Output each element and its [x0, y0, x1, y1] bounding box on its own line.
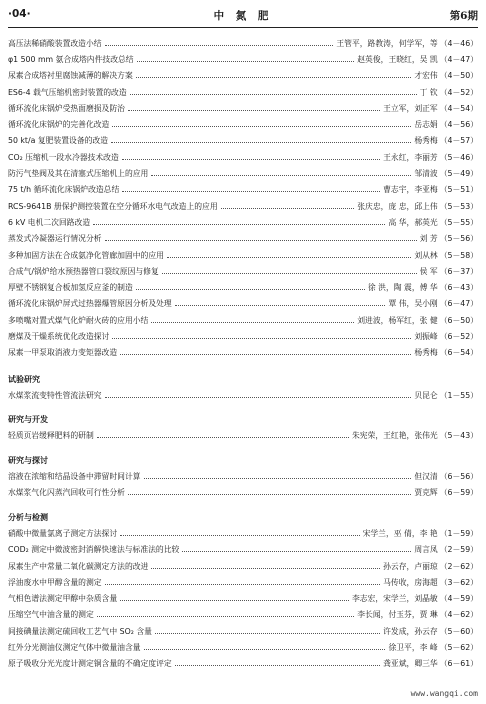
toc-entry [8, 639, 478, 655]
page-header [8, 8, 478, 24]
entry-authors: 马传收，房海超 [383, 577, 438, 587]
toc-entry [8, 312, 478, 328]
entry-title: RCS-9641B 册保护测控装置在空分循环水电气改造上的应用 [8, 201, 218, 211]
entry-authors: 王立军，刘正军 [383, 103, 438, 113]
leader-dots [221, 208, 355, 209]
entry-authors: 徐 洪，陶 震，傅 华 [367, 283, 438, 293]
entry-authors: 侯 军 [419, 266, 438, 276]
entry-authors: 许发成，孙云存 [383, 626, 438, 636]
entry-authors: 刘 芳 [419, 234, 438, 244]
leader-dots [112, 338, 411, 339]
toc-entry [8, 485, 478, 501]
section-heading: 分析与检测 [8, 512, 48, 522]
toc-entry [8, 35, 478, 51]
entry-pages: （2－59） [439, 545, 478, 555]
leader-dots [120, 354, 411, 355]
entry-pages: （4－59） [439, 594, 478, 604]
watermark: www.wangqi.com [410, 689, 478, 698]
entry-pages: （5－62） [439, 643, 478, 653]
toc-entry [8, 574, 478, 590]
entry-authors: 周言凤 [414, 545, 438, 555]
entry-authors: 但汉清 [414, 472, 438, 482]
entry-pages: （4－47） [439, 54, 478, 64]
toc-entry [8, 68, 478, 84]
entry-pages: （4－54） [439, 103, 478, 113]
leader-dots [136, 77, 412, 78]
entry-pages: （1－55） [439, 390, 478, 400]
toc-entry [8, 656, 478, 672]
toc-entry [8, 607, 478, 623]
entry-title: 50 kt/a 复肥装置设备的改造 [8, 136, 109, 146]
toc-entry [8, 623, 478, 639]
header-rule [8, 27, 478, 28]
entry-title: 间接碘量法测定硫回收工艺气中 SO₂ 含量 [8, 626, 152, 636]
entry-title: 磨煤及干燥系统优化改造探讨 [8, 331, 110, 341]
toc-entry [8, 328, 478, 344]
entry-title: 原子吸收分光光度计测定铜含量的不确定度评定 [8, 659, 172, 669]
leader-dots [162, 273, 417, 274]
entry-title: 循环流化床锅炉受热面磨损及防治 [8, 103, 125, 113]
entry-authors: 朱宪荣，王红艳，张伟光 [351, 431, 438, 441]
leader-dots [105, 240, 417, 241]
entry-title: 气相色谱法测定甲醇中杂质含量 [8, 594, 118, 604]
entry-title: COD₂ 测定中微波密封消解快速法与标准法的比较 [8, 545, 180, 555]
section-heading: 研究与探讨 [8, 455, 48, 465]
toc-entry [8, 428, 478, 444]
toc-entry [8, 525, 478, 541]
entry-title: 溶液在浓缩和结晶设备中滞留时间计算 [8, 472, 141, 482]
entry-pages: （6－56） [439, 472, 478, 482]
entry-authors: 曹志宇，李亚梅 [383, 185, 438, 195]
entry-authors: 杨秀梅 [414, 136, 438, 146]
entry-pages: （5－49） [439, 169, 478, 179]
entry-authors: 宋学兰，巫 倩，李 艳 [362, 528, 438, 538]
entry-title: 多喷嘴对置式煤气化炉耐火砖的应用小结 [8, 315, 149, 325]
entry-title: 循环流化床锅炉屏式过热器爆管原因分析及处理 [8, 299, 172, 309]
leader-dots [175, 665, 380, 666]
entry-title: 尿素生产中常量二氧化碳测定方法的改进 [8, 561, 149, 571]
entry-authors: 王管平，路教涛，何学军，等 [336, 38, 438, 48]
leader-dots [105, 45, 334, 46]
entry-pages: （2－62） [439, 561, 478, 571]
leader-dots [93, 224, 385, 225]
toc-entry [8, 263, 478, 279]
issue-label: 第6期 [449, 10, 478, 22]
leader-dots [120, 535, 359, 536]
toc-entry [8, 296, 478, 312]
toc-entry [8, 558, 478, 574]
entry-title: φ1 500 mm 氨合成塔内件技改总结 [8, 54, 134, 64]
entry-title: 循环流化床锅炉的完善化改造 [8, 120, 110, 130]
entry-pages: （6－61） [439, 659, 478, 669]
leader-dots [182, 551, 411, 552]
toc-entry [8, 198, 478, 214]
entry-title: 75 t/h 循环流化床锅炉改造总结 [8, 185, 120, 195]
entry-authors: 邹清波 [414, 169, 438, 179]
entry-pages: （6－59） [439, 488, 478, 498]
toc-entry [8, 116, 478, 132]
entry-title: 尿素合成塔衬里腐蚀减薄的解决方案 [8, 71, 133, 81]
entry-authors: 才宏伟 [414, 71, 438, 81]
entry-pages: （6－47） [439, 299, 478, 309]
entry-authors: 贝昆仑 [414, 390, 438, 400]
entry-pages: （5－46） [439, 152, 478, 162]
entry-authors: 刘从林 [414, 250, 438, 260]
entry-authors: 龚亚斌，卿三华 [383, 659, 438, 669]
leader-dots [137, 61, 355, 62]
toc-entry [8, 182, 478, 198]
toc-entry [8, 149, 478, 165]
entry-pages: （5－60） [439, 626, 478, 636]
leader-dots [151, 568, 380, 569]
leader-dots [175, 305, 386, 306]
entry-authors: 赵英俊，王晓红，吴 凯 [357, 54, 438, 64]
page-number: ·04· [8, 8, 31, 20]
entry-pages: （1－59） [439, 528, 478, 538]
entry-authors: 覃 伟，吴小刚 [388, 299, 438, 309]
entry-title: 水煤浆气化闪蒸汽回收可行性分析 [8, 488, 125, 498]
entry-authors: 孙云存，卢丽琼 [383, 561, 438, 571]
entry-title: 蒸发式冷凝器运行情况分析 [8, 234, 102, 244]
entry-pages: （6－54） [439, 348, 478, 358]
entry-title: 防污气垫阀及其在清塞式压缩机上的应用 [8, 169, 149, 179]
toc-entry [8, 247, 478, 263]
toc-entry [8, 345, 478, 361]
section-heading: 研究与开发 [8, 415, 48, 425]
entry-pages: （6－37） [439, 266, 478, 276]
toc-entry [8, 214, 478, 230]
entry-pages: （6－43） [439, 283, 478, 293]
entry-title: 红外分光测油仪测定气体中微量油含量 [8, 643, 141, 653]
entry-title: 高压法稀硝酸装置改造小结 [8, 38, 102, 48]
entry-pages: （4－52） [439, 87, 478, 97]
leader-dots [128, 494, 411, 495]
entry-authors: 王永红，李丽芳 [383, 152, 438, 162]
leader-dots [111, 142, 411, 143]
entry-pages: （4－46） [439, 38, 478, 48]
leader-dots [105, 397, 412, 398]
entry-authors: 李长闻，付玉芬，贾 琳 [357, 610, 438, 620]
toc-entry [8, 231, 478, 247]
entry-authors: 刘进波，杨军红，张 健 [357, 315, 438, 325]
entry-pages: （6－50） [439, 315, 478, 325]
entry-pages: （4－62） [439, 610, 478, 620]
entry-authors: 丁 钦 [419, 87, 438, 97]
toc-entry [8, 51, 478, 67]
entry-title: 尿素一甲泵取消液力变矩器改造 [8, 348, 118, 358]
leader-dots [97, 437, 349, 438]
entry-pages: （6－52） [439, 331, 478, 341]
entry-pages: （5－55） [439, 217, 478, 227]
entry-authors: 徐卫平，李 峰 [388, 643, 438, 653]
entry-pages: （5－43） [439, 431, 478, 441]
toc-entry [8, 279, 478, 295]
entry-pages: （5－56） [439, 234, 478, 244]
leader-dots [112, 126, 411, 127]
entry-title: 厚壁不锈钢复合板加氢反应釜的制造 [8, 283, 133, 293]
table-of-contents [8, 35, 478, 672]
entry-pages: （4－57） [439, 136, 478, 146]
entry-authors: 杨秀梅 [414, 348, 438, 358]
leader-dots [130, 94, 417, 95]
entry-title: 浮油废水中甲醇含量的测定 [8, 577, 102, 587]
toc-entry [8, 468, 478, 484]
entry-authors: 李志宏，宋学兰，刘晶敏 [351, 594, 438, 604]
leader-dots [120, 600, 349, 601]
toc-entry [8, 133, 478, 149]
section-heading: 试验研究 [8, 374, 40, 384]
toc-entry [8, 591, 478, 607]
leader-dots [155, 633, 380, 634]
leader-dots [97, 616, 355, 617]
entry-title: 合成气/锅炉给水预热器管口裂纹原因与修复 [8, 266, 159, 276]
entry-title: 压缩空气中油含量的测定 [8, 610, 94, 620]
entry-title: 多种加固方法在合成氨净化管廊加固中的应用 [8, 250, 164, 260]
entry-authors: 高 华，郝英光 [388, 217, 438, 227]
toc-entry [8, 542, 478, 558]
entry-authors: 岳志娟 [414, 120, 438, 130]
entry-pages: （5－53） [439, 201, 478, 211]
entry-pages: （4－50） [439, 71, 478, 81]
entry-pages: （4－56） [439, 120, 478, 130]
leader-dots [144, 478, 412, 479]
entry-title: 轻质页岩缓释肥料的研制 [8, 431, 94, 441]
entry-authors: 张庆忠，庞 忠，邱上伟 [357, 201, 438, 211]
leader-dots [144, 649, 386, 650]
entry-authors: 刘振峰 [414, 331, 438, 341]
entry-pages: （3－62） [439, 577, 478, 587]
leader-dots [122, 191, 380, 192]
entry-title: 硝酸中微量氯离子测定方法探讨 [8, 528, 118, 538]
entry-pages: （5－51） [439, 185, 478, 195]
entry-title: CO₂ 压缩机一段水冷器技术改造 [8, 152, 119, 162]
leader-dots [167, 257, 411, 258]
leader-dots [122, 159, 380, 160]
entry-authors: 贾克辉 [414, 488, 438, 498]
leader-dots [128, 110, 380, 111]
toc-entry [8, 387, 478, 403]
leader-dots [136, 289, 365, 290]
leader-dots [151, 175, 411, 176]
toc-entry [8, 84, 478, 100]
leader-dots [105, 584, 381, 585]
leader-dots [151, 322, 354, 323]
toc-entry [8, 165, 478, 181]
entry-title: ES6-4 载气压缩机密封装置的改造 [8, 87, 127, 97]
journal-title: 中 氮 肥 [213, 10, 273, 22]
entry-title: 水煤浆流变特性管流法研究 [8, 390, 102, 400]
toc-entry [8, 100, 478, 116]
entry-pages: （5－58） [439, 250, 478, 260]
entry-title: 6 kV 电机二次回路改造 [8, 217, 91, 227]
